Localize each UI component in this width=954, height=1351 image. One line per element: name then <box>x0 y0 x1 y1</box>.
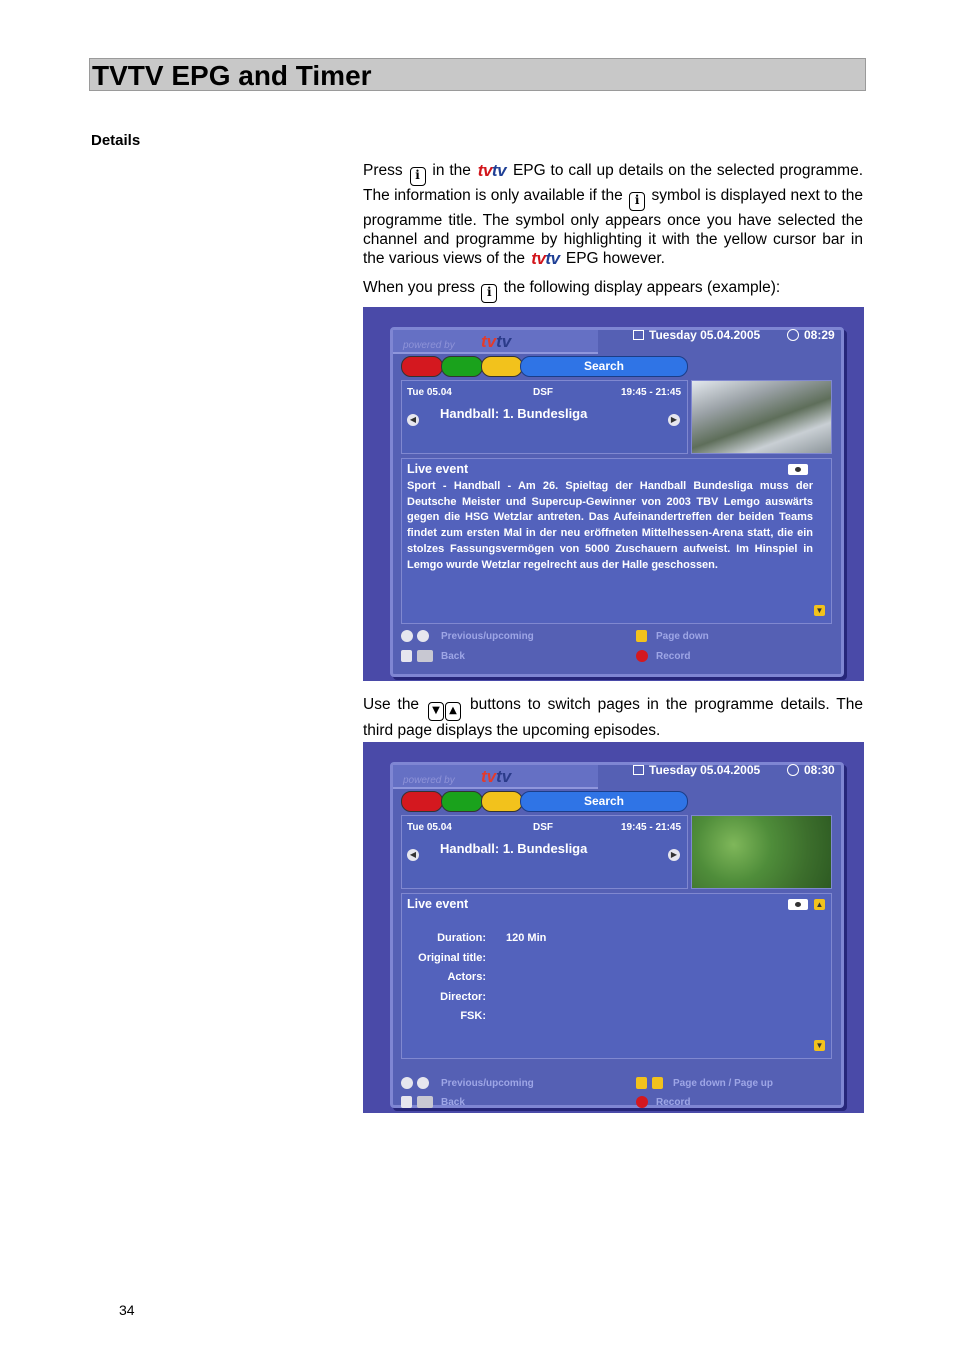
green-button[interactable] <box>441 791 483 812</box>
next-arrow-icon[interactable]: ▶ <box>668 414 680 426</box>
tvtv-logo: tvtv <box>531 249 560 268</box>
osd-panel: powered by tvtv Tuesday 05.04.2005 08:29 Search Tue 05.04 DSF 19:45 - 21:45 Handball: 1. Bundesliga ◀ ▶ Live event Sport - Handball - Am 26. Spieltag der Handball Bundesliga muss der Deutsche Meister und Supercup-Gewinner von 2003 TBV Lemgo auswärts gegen die HSG Wetzlar antreten. Das Aufeinandertreffen der beiden Teams findet zum ersten Mal in der neu eröffneten Mittelhessen-Arena statt, die ein stolzes Fassungsvermögen von 5000 Zuschauern aufweist. Im Hinspiel in Lemgo wurde Wetzlar regelrecht aus der Halle geschossen. ▼ Previous/upcoming Back Page down Record <box>390 327 844 677</box>
chapter-title: TVTV EPG and Timer <box>92 60 372 91</box>
duration-label: Duration: <box>437 932 486 944</box>
programme-day: Tue 05.04 <box>407 387 452 398</box>
director-label: Director: <box>440 991 486 1003</box>
info-icon <box>401 650 412 662</box>
page-down-key-icon <box>636 1077 647 1089</box>
calendar-icon <box>633 765 644 775</box>
osd-panel: powered by tvtv Tuesday 05.04.2005 08:30 Search Tue 05.04 DSF 19:45 - 21:45 Handball: 1. Bundesliga ◀ ▶ Live event ▲ Duration: 120 Min Original title: Actors: Director: FSK: ▼ Previous/upcoming Back Page down / Page up Record <box>390 762 844 1108</box>
info-key-icon: i <box>481 284 497 303</box>
page-down-icon[interactable]: ▼ <box>815 1041 824 1050</box>
exit-icon <box>417 1096 433 1108</box>
tvtv-logo: tvtv <box>481 767 512 786</box>
tvtv-logo: tvtv <box>477 161 507 180</box>
programme-title: Handball: 1. Bundesliga <box>440 406 588 421</box>
tvtv-logo: tvtv <box>481 332 512 351</box>
page-number: 34 <box>119 1302 135 1318</box>
programme-info-box <box>401 815 688 889</box>
programme-channel: DSF <box>533 822 553 833</box>
programme-day: Tue 05.04 <box>407 822 452 833</box>
paragraph-details-intro: Press i in the tvtv EPG to call up details on the selected programme. The information is only available if the i symbol is displayed next to the programme title. The symbol only appears once you have selected the channel and programme by highlighting it with the yellow cursor bar in the various views of the tvtv EPG however. <box>363 161 864 268</box>
up-key-icon: ▲ <box>445 702 461 721</box>
info-icon <box>401 1096 412 1108</box>
footer-back: Back <box>441 651 465 662</box>
record-icon <box>636 650 648 662</box>
previous-arrow-icon[interactable]: ◀ <box>407 849 419 861</box>
osd-time: 08:30 <box>804 763 835 777</box>
record-icon <box>636 1096 648 1108</box>
programme-description-box <box>401 458 832 624</box>
paragraph-press-info: When you press i the following display appears (example): <box>363 278 863 303</box>
video-preview-thumbnail <box>691 380 832 454</box>
next-arrow-icon[interactable]: ▶ <box>668 849 680 861</box>
footer-back: Back <box>441 1097 465 1108</box>
page-down-key-icon <box>636 630 647 642</box>
osd-date: Tuesday 05.04.2005 <box>649 328 761 342</box>
rewind-icon <box>401 1077 413 1089</box>
footer-record: Record <box>656 1097 691 1108</box>
paragraph-switch-pages: Use the ▼ ▲ buttons to switch pages in the programme details. The third page displays the upcoming episodes. <box>363 696 863 739</box>
duration-value: 120 Min <box>506 932 547 944</box>
osd-date: Tuesday 05.04.2005 <box>649 763 761 777</box>
info-symbol-icon: i <box>629 192 645 211</box>
forward-icon <box>417 630 429 642</box>
osd-time: 08:29 <box>804 328 835 342</box>
programme-description: Sport - Handball - Am 26. Spieltag der Handball Bundesliga muss der Deutsche Meister und Supercup-Gewinner von 2003 TBV Lemgo auswärts gegen die HSG Wetzlar antreten. Das Aufeinandertreffen der beiden Teams findet zum ersten Mal in der neu eröffneten Mittelhessen-Arena statt, die ein stolzes Fassungsvermögen von 5000 Zuschauern aufweist. Im Hinspiel in Lemgo wurde Wetzlar regelrecht aus der Halle geschossen. <box>407 480 813 571</box>
green-button[interactable] <box>441 356 483 377</box>
fsk-label: FSK: <box>460 1010 486 1022</box>
footer-page-down-up: Page down / Page up <box>673 1078 774 1089</box>
programme-title: Handball: 1. Bundesliga <box>440 841 588 856</box>
eye-icon <box>788 464 808 475</box>
yellow-button[interactable] <box>481 791 523 812</box>
clock-icon <box>787 329 799 341</box>
original-title-label: Original title: <box>418 952 486 964</box>
forward-icon <box>417 1077 429 1089</box>
previous-arrow-icon[interactable]: ◀ <box>407 414 419 426</box>
page-down-icon[interactable]: ▼ <box>815 606 824 615</box>
video-preview-thumbnail <box>691 815 832 889</box>
osd-screenshot-details-page1 <box>363 307 864 681</box>
section-title: Details <box>91 132 141 149</box>
exit-icon <box>417 650 433 662</box>
programme-time-slot: 19:45 - 21:45 <box>621 822 682 833</box>
down-key-icon: ▼ <box>428 702 444 721</box>
programme-details-box <box>401 893 832 1059</box>
red-button[interactable] <box>401 791 443 812</box>
programme-info-box <box>401 380 688 454</box>
search-button[interactable]: Search <box>520 356 688 377</box>
live-event-label: Live event <box>407 462 469 476</box>
footer-page-down: Page down <box>656 631 709 642</box>
chapter-header <box>89 58 866 91</box>
yellow-button[interactable] <box>481 356 523 377</box>
actors-label: Actors: <box>447 971 486 983</box>
page-up-key-icon <box>652 1077 663 1089</box>
rewind-icon <box>401 630 413 642</box>
footer-previous-upcoming: Previous/upcoming <box>441 1078 534 1089</box>
calendar-icon <box>633 330 644 340</box>
clock-icon <box>787 764 799 776</box>
search-button[interactable]: Search <box>520 791 688 812</box>
red-button[interactable] <box>401 356 443 377</box>
page-up-icon[interactable]: ▲ <box>815 900 824 909</box>
eye-icon <box>788 899 808 910</box>
footer-record: Record <box>656 651 691 662</box>
live-event-label: Live event <box>407 897 469 911</box>
footer-previous-upcoming: Previous/upcoming <box>441 631 534 642</box>
programme-channel: DSF <box>533 387 553 398</box>
osd-screenshot-details-page3 <box>363 742 864 1113</box>
programme-time-slot: 19:45 - 21:45 <box>621 387 682 398</box>
info-key-icon: i <box>410 167 426 186</box>
